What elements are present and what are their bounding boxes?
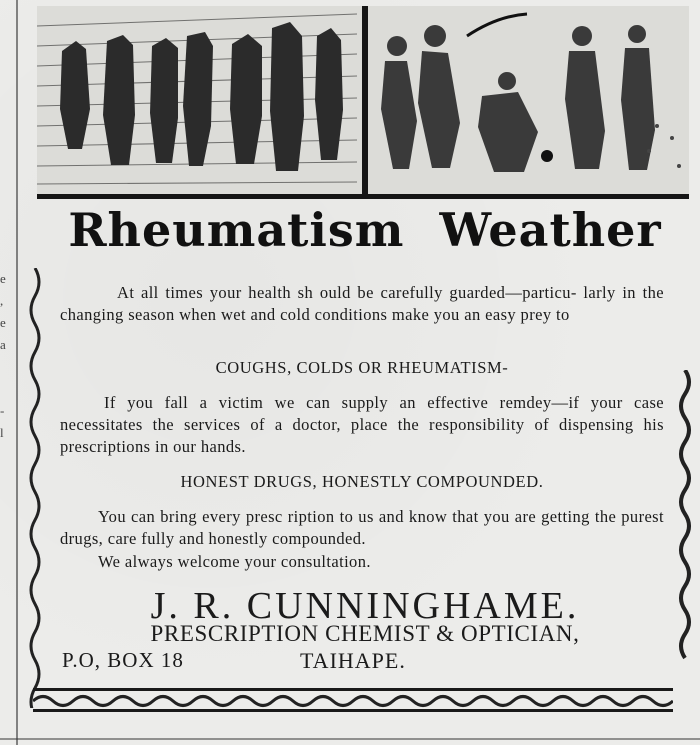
winter-street-illustration	[37, 6, 689, 199]
wavy-right-border	[676, 370, 694, 670]
left-margin-text	[0, 268, 10, 444]
prescription-paragraph: You can bring every presc ription to us and know that you are getting the purest drugs, care fully and honestly compounded.	[60, 507, 664, 548]
margin-char: e	[0, 315, 6, 330]
intro-paragraph: At all times your health sh ould be carefully guarded—particu- larly in the changing season when wet and cold conditions make you an easy prey to	[60, 283, 664, 324]
slogan-line: HONEST DRUGS, HONESTLY COMPOUNDED.	[180, 472, 544, 491]
town-name: TAIHAPE.	[300, 648, 406, 673]
business-title: PRESCRIPTION CHEMIST & OPTICIAN,	[150, 621, 580, 646]
page-bottom-rule	[0, 738, 700, 740]
consultation-line: We always welcome your consultation.	[98, 552, 371, 571]
business-name: J. R. CUNNINGHAME.	[150, 585, 580, 627]
illustration-drawing	[37, 6, 689, 194]
remedy-paragraph: If you fall a victim we can supply an effective remdey—if your case necessitates the services of a doctor, place the responsibility of dispensing his prescriptions in our hands.	[60, 393, 664, 456]
margin-char: ,	[0, 293, 4, 308]
margin-char: e	[0, 271, 6, 286]
margin-char: l	[0, 425, 4, 440]
headline: Rheumatism Weather	[68, 203, 662, 257]
ailments-line: COUGHS, COLDS OR RHEUMATISM-	[215, 358, 509, 377]
margin-char: -	[0, 403, 5, 418]
column-rule	[16, 0, 18, 745]
wavy-left-border	[26, 268, 44, 708]
po-box: P.O, BOX 18	[62, 648, 184, 672]
bottom-ornamental-border	[33, 688, 673, 712]
margin-char: a	[0, 337, 6, 352]
